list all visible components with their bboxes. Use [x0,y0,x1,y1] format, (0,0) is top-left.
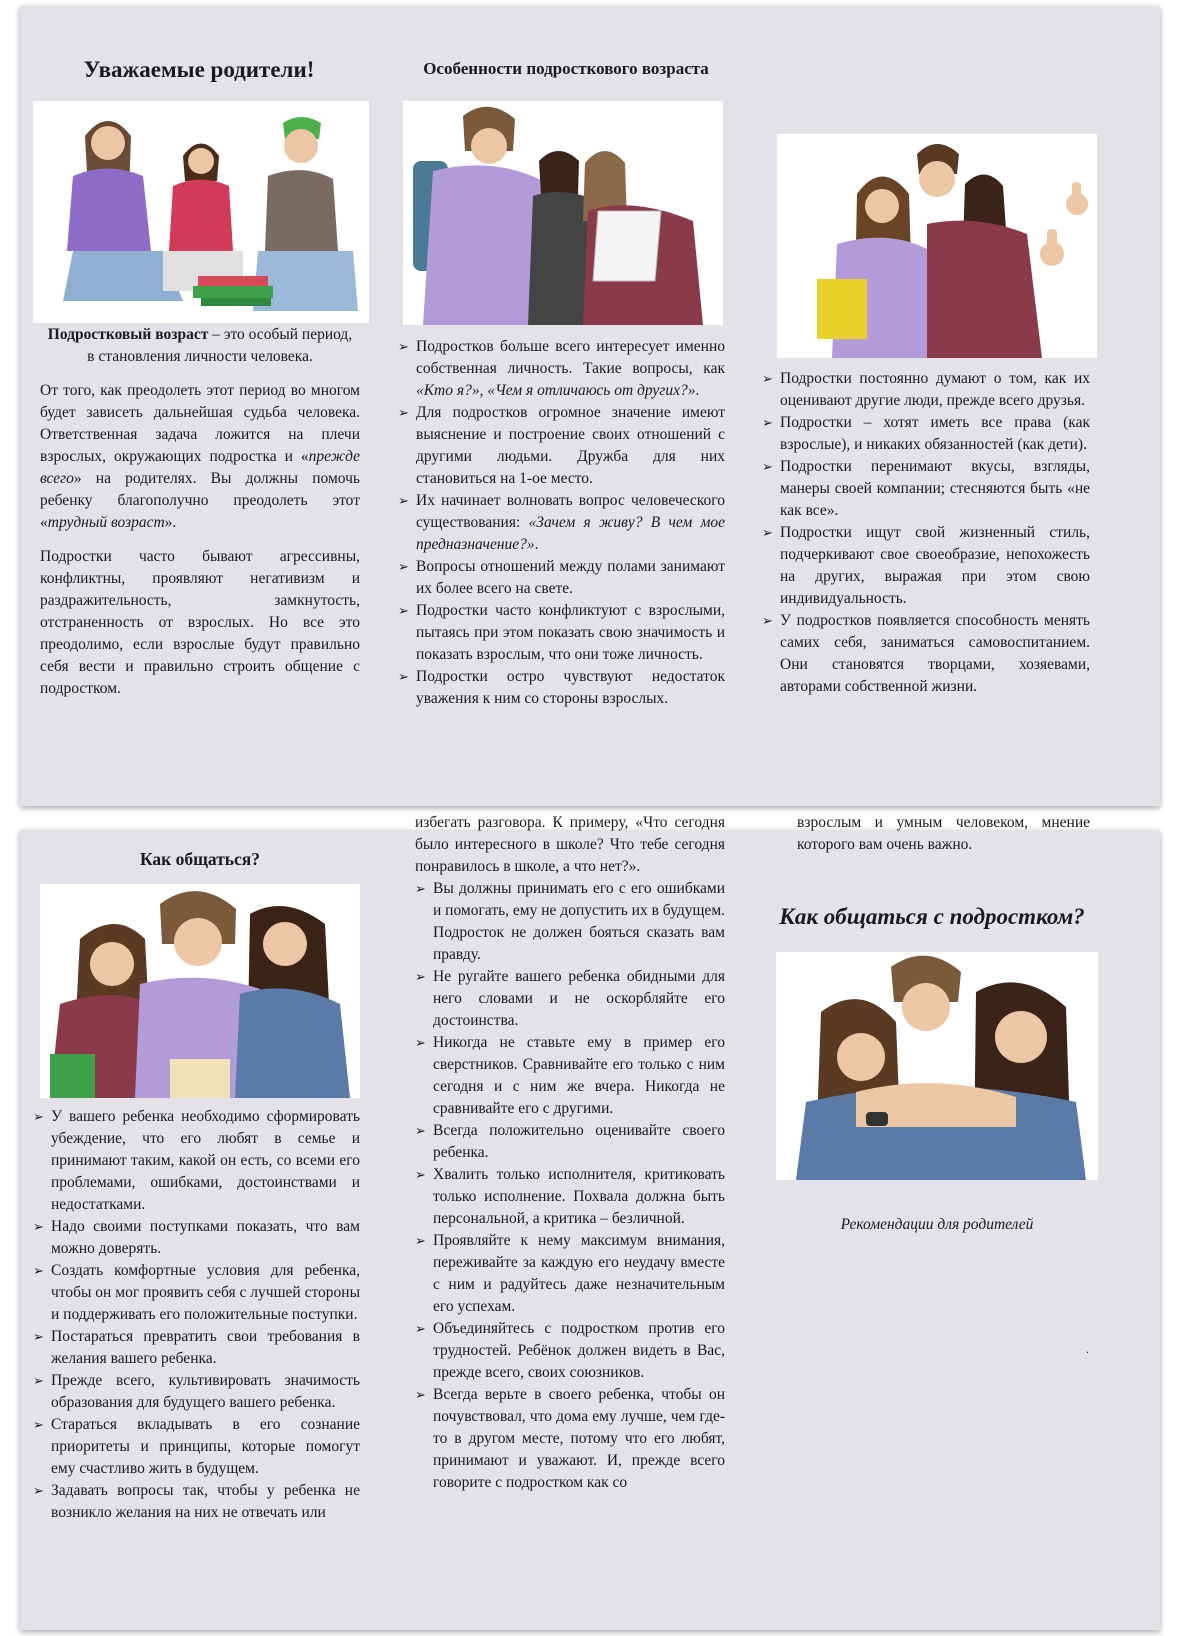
cover-title: Как общаться с подростком? [779,904,1085,929]
lead-rest: – это особый период, [208,326,353,343]
photo-three-teens-hugging [40,884,360,1098]
photo-teens-thumbs-up-image [777,134,1097,358]
list-item: ➢ Постараться превратить свои требования в желания вашего ребенка. [33,1326,360,1370]
list-item [398,336,725,402]
list-item: ➢ Прежде всего, культивировать значимость образования для будущего вашего ребенка. [33,1370,360,1414]
item3-text-b: . [534,536,539,553]
list-item: ➢ Надо своими поступками показать, что вам можно доверять. [33,1216,360,1260]
how-to-communicate-list-block [33,1106,360,1524]
list-item: ➢ Для подростков огромное значение имеют выяснение и построение своих отношений с другими людьми. Дружба для них становиться на 1-ое место. [398,402,725,490]
list-item: ➢ Задавать вопросы так, чтобы у ребенка не возникло желания на них не отвечать или [33,1480,360,1524]
cover-column [797,812,1090,856]
lead-bold-term: Подростковый возраст [47,326,209,343]
list-item: ➢ Не ругайте вашего ребенка обидными для него словами и не оскорбляйте его достоинства. [415,966,725,1032]
lead-line2: в становления личности человека. [87,348,313,365]
list-item: ➢ У вашего ребенка необходимо сформировать убеждение, что его любят в семье и принимают таким, какой он есть, со всеми его проблемами, ошибками, достоинствами и недостатками. [33,1106,360,1216]
teen-features-list-block [398,336,725,710]
intro-paragraph-1 [40,380,360,534]
photo-teens-with-laptop [403,101,723,325]
list-item [398,490,725,556]
item3-text-a: Их начинает волновать вопрос человеческого существования: [416,492,725,531]
item3-italic: «Зачем я живу? В чем мое предназначение?» [416,514,726,553]
list-item: ➢ Вопросы отношений между полами занимают их более всего на свете. [398,556,725,600]
para1-italic-1: прежде всего [40,448,360,487]
para1-text-b: » на родителях. Вы должны помочь ребенку благополучно преодолеть этот « [40,470,360,531]
heading-dear-parents: Уважаемые родители! [83,57,315,82]
intro-text-block [40,324,360,700]
list-item: ➢ Подростки перенимают вкусы, взгляды, манеры своей компании; стесняются быть «не как все». [762,456,1090,522]
item1-text-c: . [695,382,700,399]
intro-paragraph-2: Подростки часто бывают агрессивны, конфликтны, проявляют негативизм и раздражительность, замкнутость, отстраненность от взрослых. Но все это преодолимо, если взрослые будут правильно себя вести и правильно строить общение с подростком. [40,548,360,697]
cover-title-block [762,902,1102,932]
list-item: ➢ Подростки остро чувствуют недостаток уважения к ним со стороны взрослых. [398,666,725,710]
list-item: ➢ Стараться вкладывать в его сознание приоритеты и принципы, которые помогут ему счастливо жить в будущем. [33,1414,360,1480]
photo-three-teens-hugging-image [40,884,360,1098]
item1-italic-2: «Чем я отличаюсь от других?» [487,382,696,399]
photo-cover-three-teens [776,952,1098,1180]
teen-features-list [398,336,725,710]
list-item: ➢ Хвалить только исполнителя, критиковать только исполнение. Похвала должна быть персональной, а критика – безличной. [415,1164,725,1230]
cover-subtitle-block [776,1214,1098,1236]
advice-list [415,878,725,1494]
photo-teens-with-laptop-image [403,101,723,325]
list-item: ➢ Всегда верьте в своего ребенка, чтобы он почувствовал, что дома ему лучше, чем где-то в другом месте, потому что его любят, принимают и уважают. И, прежде всего говорите с подростком как со [415,1384,725,1494]
cover-continuation: взрослым и умным человеком, мнение которого вам очень важно. [797,814,1090,853]
advice-continuation: избегать разговора. К примеру, «Что сегодня было интересного в школе? Что тебе сегодня понравилось в школе, а что нет?». [415,814,725,875]
list-item: ➢ Подростки ищут свой жизненный стиль, подчеркивают свое своеобразие, непохожесть на других, выражая при этом свою индивидуальность. [762,522,1090,610]
brochure-page-front [20,6,1160,806]
list-item: ➢ Вы должны принимать его с его ошибками и помогать, ему не допустить их в будущем. Подросток не должен бояться сказать вам правду. [415,878,725,966]
list-item: ➢ Объединяйтесь с подростком против его трудностей. Ребёнок должен видеть в Вас, прежде всего, своих союзников. [415,1318,725,1384]
item1-text-a: Подростков больше всего интересует именно собственная личность. Такие вопросы, как [416,338,725,377]
cover-subtitle: Рекомендации для родителей [840,1216,1034,1233]
list-item: ➢ Никогда не ставьте ему в пример его сверстников. Сравнивайте его только с ним сегодня и с ним же вчера. Никогда не сравнивайте его с другими. [415,1032,725,1120]
list-item: ➢ Проявляйте к нему максимум внимания, переживайте за каждую его неудачу вместе с ним и радуйтесь даже незначительным его успехам. [415,1230,725,1318]
intro-lead [40,324,360,368]
photo-three-teens-sitting-image [33,101,369,323]
para1-italic-2: трудный возраст [47,514,165,531]
item1-text-b: , [479,382,488,399]
column-dear-parents [40,56,358,98]
column-teen-features [405,58,727,80]
teen-traits-list-block [762,368,1090,698]
list-item: ➢ Подростки часто конфликтуют с взрослыми, пытаясь при этом показать свою значимость и показать взрослым, что они тоже личность. [398,600,725,666]
list-item: ➢ Подростки постоянно думают о том, как их оценивают другие люди, прежде всего друзья. [762,368,1090,412]
column-how-to-communicate [40,848,360,870]
heading-how-to-communicate: Как общаться? [139,849,261,869]
photo-cover-three-teens-image [776,952,1098,1180]
para1-text-a: От того, как преодолеть этот период во многом будет зависеть дальнейшая судьба человека. Ответственная задача ложится на плечи взрослых, окружающих подростка и « [40,382,360,465]
advice-list-block [415,812,725,1494]
brochure-page-back [20,814,1160,1630]
list-item: ➢ Создать комфортные условия для ребенка, чтобы он мог проявить себя с лучшей стороны и поддерживать его положительные поступки. [33,1260,360,1326]
list-item: ➢ У подростков появляется способность менять самих себя, заниматься самовоспитанием. Они становятся творцами, хозяевами, авторами собственной жизни. [762,610,1090,698]
teen-traits-list [762,368,1090,698]
para1-text-c: ». [164,514,177,531]
stray-dot: . [1086,1342,1089,1356]
photo-three-teens-sitting [33,101,369,323]
list-item: ➢ Подростки – хотят иметь все права (как взрослые), и никаких обязанностей (как дети). [762,412,1090,456]
how-to-communicate-list [33,1106,360,1524]
item1-italic-1: «Кто я?» [416,382,480,399]
photo-teens-thumbs-up [777,134,1097,358]
heading-teen-features: Особенности подросткового возраста [423,59,709,78]
list-item: ➢ Всегда положительно оценивайте своего ребенка. [415,1120,725,1164]
